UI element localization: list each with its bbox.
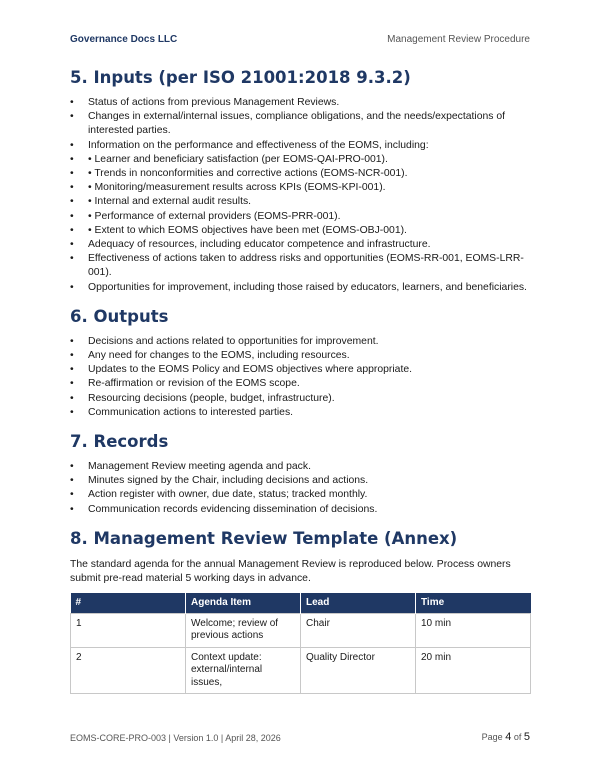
list-item: • Effectiveness of actions taken to address risks and opportunities (EOMS-RR-001, EOMS-LRR-001). [70,252,530,280]
table-cell: Chair [301,613,416,647]
table-header-row [71,593,531,614]
list-item: • Communication actions to interested parties. [70,406,530,420]
list-item: • Adequacy of resources, including educator competence and infrastructure. [70,238,530,252]
table-cell: Quality Director [301,647,416,694]
footer-document-info: EOMS-CORE-PRO-003 | Version 1.0 | April 28, 2026 [70,733,281,743]
list-item: • Information on the performance and effectiveness of the EOMS, including: [70,139,530,153]
list-item: • Updates to the EOMS Policy and EOMS objectives where appropriate. [70,363,530,377]
list-item: • Communication records evidencing dissemination of decisions. [70,503,530,517]
list-item: • Resourcing decisions (people, budget, infrastructure). [70,392,530,406]
column-header: # [71,593,186,614]
list-item: • Re-affirmation or revision of the EOMS scope. [70,377,530,391]
column-header: Agenda Item [186,593,301,614]
section-inputs [70,66,530,295]
table-row [71,647,531,694]
list-item: • Decisions and actions related to opportunities for improvement. [70,335,530,349]
page-number: Page 4 of 5 [481,731,530,743]
table-cell: 20 min [416,647,531,694]
list-item: • • Trends in nonconformities and corrective actions (EOMS-NCR-001). [70,167,530,181]
table-cell: Welcome; review of previous actions [186,613,301,647]
agenda-table [70,593,531,695]
section-heading: 8. Management Review Template (Annex) [70,528,458,548]
list-item: • • Internal and external audit results. [70,195,530,209]
column-header: Time [416,593,531,614]
bullet-list [70,460,530,517]
list-item: • • Extent to which EOMS objectives have been met (EOMS-OBJ-001). [70,224,530,238]
section-records [70,430,530,517]
page-header [70,34,530,50]
table-cell: 1 [71,613,186,647]
page-content [70,66,530,694]
table-cell: Context update: external/internal issues, [186,647,301,694]
list-item: • • Learner and beneficiary satisfaction (per EOMS-QAI-PRO-001). [70,153,530,167]
bullet-list [70,96,530,295]
list-item: • • Monitoring/measurement results across KPIs (EOMS-KPI-001). [70,181,530,195]
list-item: • Action register with owner, due date, status; tracked monthly. [70,488,530,502]
section-heading: 5. Inputs (per ISO 21001:2018 9.3.2) [70,68,411,87]
list-item: • Management Review meeting agenda and pack. [70,460,530,474]
section-annex [70,527,530,695]
section-outputs [70,305,530,420]
annex-intro: The standard agenda for the annual Management Review is reproduced below. Process owners submit pre-read material 5 working days in advance. [70,558,511,585]
company-name: Governance Docs LLC [70,34,178,45]
list-item: • Status of actions from previous Management Reviews. [70,96,530,110]
section-heading: 7. Records [70,432,169,452]
list-item: • Opportunities for improvement, including those raised by educators, learners, and beneficiaries. [70,281,530,295]
list-item: • Any need for changes to the EOMS, including resources. [70,349,530,363]
table-cell: 10 min [416,613,531,647]
document-title: Management Review Procedure [387,34,530,45]
table-cell: 2 [71,647,186,694]
list-item: • Changes in external/internal issues, compliance obligations, and the needs/expectations of interested parties. [70,110,530,138]
section-heading: 6. Outputs [70,306,169,326]
bullet-list [70,335,530,420]
column-header: Lead [301,593,416,614]
table-row [71,613,531,647]
list-item: • Minutes signed by the Chair, including decisions and actions. [70,474,530,488]
list-item: • • Performance of external providers (EOMS-PRR-001). [70,210,530,224]
